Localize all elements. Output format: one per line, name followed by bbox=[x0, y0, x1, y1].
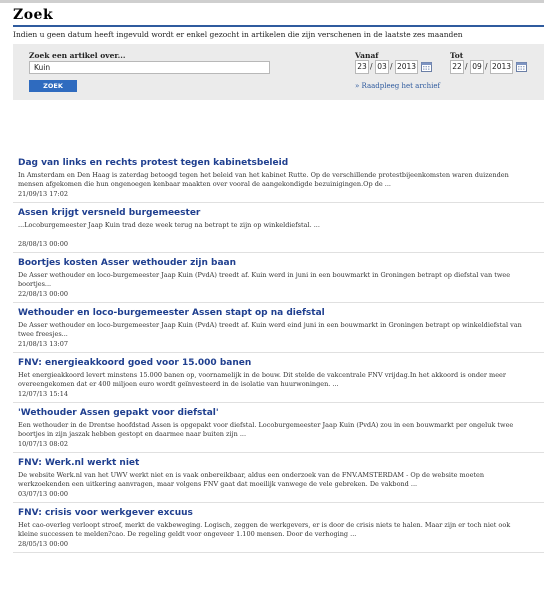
search-input[interactable] bbox=[29, 61, 270, 74]
result-date: 12/07/13 15:14 bbox=[18, 390, 68, 398]
search-panel bbox=[13, 44, 544, 100]
result-date: 28/05/13 00:00 bbox=[18, 540, 68, 548]
result-snippet: De Asser wethouder en loco-burgemeester Jaap Kuin (PvdA) treedt af. Kuin werd in juni in een bouwmarkt in Groningen betrapt op diefstal van twee boortjes... bbox=[18, 271, 511, 288]
result-divider bbox=[13, 402, 544, 403]
result-snippet: Een wethouder in de Drentse hoofdstad Assen is opgepakt voor diefstal. Locoburgemeester Jaap Kuin (PvdA) zou in een bouwmarkt per ongeluk twee boortjes in zijn jaszak hebben gestopt en daarmee naar buiten zijn ... bbox=[18, 421, 514, 438]
archive-link[interactable]: » Raadpleeg het archief bbox=[355, 82, 441, 90]
result-title[interactable]: FNV: crisis voor werkgever excuus bbox=[18, 508, 193, 518]
intro-text: Indien u geen datum heeft ingevuld wordt er enkel gezocht in artikelen die zijn verschenen in de laatste zes maanden bbox=[13, 30, 463, 39]
result-title[interactable]: Dag van links en rechts protest tegen kabinetsbeleid bbox=[18, 158, 289, 168]
result-divider bbox=[13, 302, 544, 303]
result-title[interactable]: FNV: energieakkoord goed voor 15.000 banen bbox=[18, 358, 252, 368]
date-separator: / bbox=[465, 62, 468, 71]
result-divider bbox=[13, 352, 544, 353]
to-month-field[interactable]: 09 bbox=[470, 60, 484, 74]
result-divider bbox=[13, 252, 544, 253]
result-divider bbox=[13, 502, 544, 503]
result-item bbox=[13, 358, 544, 398]
result-item bbox=[13, 258, 544, 298]
result-title[interactable]: Assen krijgt versneld burgemeester bbox=[18, 208, 201, 218]
to-day-field[interactable]: 22 bbox=[450, 60, 464, 74]
search-label: Zoek een artikel over... bbox=[29, 51, 126, 60]
result-title[interactable]: FNV: Werk.nl werkt niet bbox=[18, 458, 140, 468]
from-month-field[interactable]: 03 bbox=[375, 60, 389, 74]
to-date-label: Tot bbox=[450, 51, 464, 60]
date-separator: / bbox=[370, 62, 373, 71]
calendar-icon[interactable] bbox=[516, 61, 527, 72]
from-day-field[interactable]: 23 bbox=[355, 60, 369, 74]
result-title[interactable]: Boortjes kosten Asser wethouder zijn baan bbox=[18, 258, 237, 268]
result-divider bbox=[13, 452, 544, 453]
result-item bbox=[13, 408, 544, 448]
from-date-group bbox=[355, 60, 435, 76]
result-snippet: In Amsterdam en Den Haag is zaterdag betoogd tegen het beleid van het kabinet Rutte. Op de verschillende protestbijeenkomsten waren duizenden mensen afgekomen die hun ongenoegen kenbaar maakten over vooral de aangekondigde bezuinigingen.Op de ... bbox=[18, 171, 509, 188]
result-divider bbox=[13, 552, 544, 553]
result-date: 21/09/13 17:02 bbox=[18, 190, 68, 198]
to-date-group bbox=[450, 60, 532, 76]
result-snippet: De website Werk.nl van het UWV werkt niet en is vaak onbereikbaar, aldus een onderzoek van de FNV.AMSTERDAM - Op de website moeten werkzoekenden een uitkering aanvragen, maar volgens FNV gaat dat moeilijk vanwege de vele gebreken. De vakbond ... bbox=[18, 471, 485, 488]
result-date: 03/07/13 00:00 bbox=[18, 490, 68, 498]
result-date: 22/08/13 00:00 bbox=[18, 290, 68, 298]
results-list bbox=[13, 158, 544, 558]
result-item bbox=[13, 208, 544, 248]
result-date: 21/08/13 13:07 bbox=[18, 340, 68, 348]
title-rule bbox=[13, 25, 544, 27]
result-title[interactable]: 'Wethouder Assen gepakt voor diefstal' bbox=[18, 408, 219, 418]
result-snippet: Het cao-overleg verloopt stroef, merkt de vakbeweging. Logisch, zeggen de werkgevers, er is door de crisis niets te halen. Maar zijn er toch niet ook kleine successen te melden?cao. De regeling geldt voor ongeveer 1.100 mensen. Door de verhoging ... bbox=[18, 521, 511, 538]
top-border bbox=[0, 0, 544, 3]
result-item bbox=[13, 308, 544, 348]
to-year-field[interactable]: 2013 bbox=[490, 60, 513, 74]
date-separator: / bbox=[485, 62, 488, 71]
result-snippet: ...Locoburgemeester Jaap Kuin trad deze week terug na betrapt te zijn op winkeldiefstal. ... bbox=[18, 221, 320, 229]
result-date: 28/08/13 00:00 bbox=[18, 240, 68, 248]
result-item bbox=[13, 508, 544, 548]
search-button[interactable]: ZOEK bbox=[29, 80, 77, 92]
result-item bbox=[13, 158, 544, 198]
result-title[interactable]: Wethouder en loco-burgemeester Assen stapt op na diefstal bbox=[18, 308, 325, 318]
from-date-label: Vanaf bbox=[355, 51, 379, 60]
result-snippet: Het energieakkoord levert minstens 15.000 banen op, voornamelijk in de bouw. Dit stelde de vakcentrale FNV vrijdag.In het akkoord is onder meer overeengekomen dat er 400 miljoen euro wordt geïnvesteerd in de isolatie van huurwoningen. ... bbox=[18, 371, 507, 388]
calendar-icon[interactable] bbox=[421, 61, 432, 72]
result-snippet: De Asser wethouder en loco-burgemeester Jaap Kuin (PvdA) treedt af. Kuin werd eind juni in een bouwmarkt in Groningen betrapt op winkeldiefstal van twee freesjes... bbox=[18, 321, 522, 338]
from-year-field[interactable]: 2013 bbox=[395, 60, 418, 74]
result-divider bbox=[13, 202, 544, 203]
page-title: Zoek bbox=[13, 7, 54, 23]
result-item bbox=[13, 458, 544, 498]
result-date: 10/07/13 08:02 bbox=[18, 440, 68, 448]
date-separator: / bbox=[390, 62, 393, 71]
